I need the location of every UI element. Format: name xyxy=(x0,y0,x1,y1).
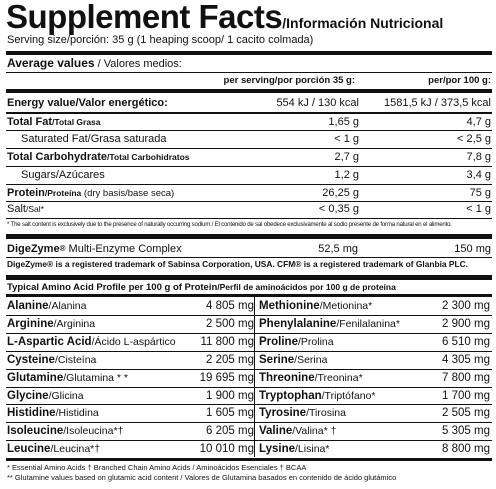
amino-heading-es: /Perfil de aminoácidos por 100 g de proteína xyxy=(217,282,396,292)
col-header-100g: per/por 100 g: xyxy=(428,75,491,86)
divider-thick xyxy=(6,458,492,461)
nutrient-value-serving: 1,65 g xyxy=(328,116,359,128)
title-subtitle: /Información Nutricional xyxy=(282,15,444,31)
nutrient-value-100g: 3,4 g xyxy=(466,169,491,181)
amino-value-left: 2 500 mg xyxy=(206,317,254,330)
page-title xyxy=(6,0,443,34)
column-headers xyxy=(7,73,491,89)
amino-value-right: 1 700 mg xyxy=(442,389,490,402)
amino-name-left: L-Aspartic Acid/Ácido L-aspártico xyxy=(7,335,176,348)
amino-value-left: 6 205 mg xyxy=(206,425,254,438)
digezyme-value-serving: 52,5 mg xyxy=(318,243,358,255)
nutrient-label-es: /Sal* xyxy=(25,204,44,214)
amino-name-right: Tyrosine/Tirosina xyxy=(259,407,346,420)
amino-name-left: Leucine/Leucina*† xyxy=(7,443,101,456)
nutrient-label: Salt xyxy=(7,203,26,215)
average-title: Average values xyxy=(7,56,95,70)
divider-thick xyxy=(6,89,492,93)
amino-row xyxy=(6,351,492,369)
digezyme-desc: Multi-Enzyme Complex xyxy=(65,243,182,255)
amino-name-right: Valine/Valina* † xyxy=(259,425,337,438)
amino-value-right: 8 800 mg xyxy=(442,443,490,456)
nutrient-value-100g: 7,8 g xyxy=(466,151,491,163)
digezyme-reg: ® xyxy=(59,244,66,253)
amino-row xyxy=(6,333,492,351)
nutrient-label: Protein xyxy=(7,187,45,199)
nutrient-value-100g: < 1 g xyxy=(466,203,491,215)
amino-name-right: Tryptophan/Triptófano* xyxy=(259,389,376,402)
amino-name-left: Isoleucine/Isoleucina*† xyxy=(7,425,124,438)
divider-thick xyxy=(6,51,492,55)
amino-name-right: Phenylalanine/Fenilalanina* xyxy=(259,317,400,330)
amino-value-left: 1 900 mg xyxy=(206,389,254,402)
nutrient-label: Energy value/Valor energético: xyxy=(7,97,168,109)
amino-name-right: Threonine/Treonina* xyxy=(259,371,363,384)
amino-row xyxy=(6,387,492,405)
nutrient-row-carbs xyxy=(7,148,491,166)
amino-value-right: 5 305 mg xyxy=(442,425,490,438)
divider xyxy=(6,257,492,258)
amino-value-left: 11 800 mg xyxy=(200,335,254,348)
nutrient-label-es: /Proteína xyxy=(44,188,82,198)
nutrient-row-energy xyxy=(7,94,491,112)
nutrient-value-serving: < 0,35 g xyxy=(318,203,359,215)
serving-size: Serving size/porción: 35 g (1 heaping scoop/ 1 cacito colmada) xyxy=(7,34,314,46)
amino-value-right: 2 300 mg xyxy=(442,300,490,312)
average-values-heading xyxy=(7,56,182,70)
amino-value-right: 6 510 mg xyxy=(442,335,490,348)
nutrient-row-salt xyxy=(7,200,491,218)
amino-name-left: Alanine/Alanina xyxy=(7,300,87,312)
nutrient-label-es: /Total Grasa xyxy=(52,117,101,127)
amino-value-right: 7 800 mg xyxy=(442,371,490,384)
footnote-essential: * Essential Amino Acids † Branched Chain Amino Acids / Aminoácidos Esenciales † BCAA xyxy=(7,463,307,472)
nutrient-value-serving: 554 kJ / 130 kcal xyxy=(276,97,359,109)
amino-value-right: 2 505 mg xyxy=(442,407,490,420)
amino-value-left: 10 010 mg xyxy=(199,443,254,456)
amino-name-left: Glutamine/Glutamina * * xyxy=(7,371,129,384)
amino-row xyxy=(6,297,492,315)
digezyme-row xyxy=(7,240,491,258)
nutrient-row-sugars xyxy=(7,166,491,184)
amino-value-right: 4 305 mg xyxy=(442,353,490,366)
divider-thick xyxy=(6,275,492,280)
digezyme-name: DigeZyme xyxy=(7,243,60,255)
nutrient-label: Total Fat xyxy=(7,116,53,128)
nutrient-value-serving: 26,25 g xyxy=(322,187,359,199)
average-title-es: / Valores medios: xyxy=(94,58,182,70)
amino-name-left: Glycine/Glicina xyxy=(7,389,84,402)
amino-value-right: 2 900 mg xyxy=(442,317,490,330)
nutrient-value-100g: 1581,5 kJ / 373,5 kcal xyxy=(383,97,491,109)
amino-row xyxy=(6,369,492,387)
salt-note: * The salt content is exclusively due to the presence of naturally occurring sodium / El contenido de sal obedece exclusivamente al sodio presente de forma natural en el alimento. xyxy=(7,221,452,228)
amino-name-left: Cysteine/Cisteína xyxy=(7,353,97,366)
title-main: Supplement Facts xyxy=(6,0,283,35)
nutrient-label: Sugars/Azúcares xyxy=(21,169,105,181)
amino-row xyxy=(6,404,492,422)
nutrient-label-es: /Total Carbohidratos xyxy=(107,152,190,162)
amino-row xyxy=(6,440,492,458)
amino-name-right: Methionine/Metionina* xyxy=(259,300,373,312)
amino-row xyxy=(6,422,492,440)
amino-name-left: Histidine/Histidina xyxy=(7,407,99,420)
amino-heading-en: Typical Amino Acid Profile per 100 g of Protein xyxy=(7,282,218,293)
amino-row xyxy=(6,315,492,333)
amino-value-left: 1 605 mg xyxy=(206,407,254,420)
nutrient-label: Total Carbohydrate xyxy=(7,151,108,163)
nutrient-value-100g: 75 g xyxy=(469,187,491,199)
amino-name-right: Serine/Serina xyxy=(259,353,328,366)
nutrient-value-100g: 4,7 g xyxy=(466,116,491,128)
amino-name-right: Proline/Prolina xyxy=(259,335,334,348)
col-header-serving: per serving/por porción 35 g: xyxy=(223,75,355,86)
nutrient-row-saturated xyxy=(7,130,491,148)
footnote-glutamine: ** Glutamine values based on glutamic acid content / Valores de Glutamina basados en contenido de ácido glutámico xyxy=(7,473,397,482)
divider xyxy=(6,218,492,219)
digezyme-value-100g: 150 mg xyxy=(454,243,491,255)
amino-value-left: 4 805 mg xyxy=(206,300,254,312)
nutrient-row-fat xyxy=(7,113,491,131)
divider-thick xyxy=(6,234,492,239)
nutrient-value-100g: < 2,5 g xyxy=(457,133,491,145)
trademark-note: DigeZyme® is a registered trademark of Sabinsa Corporation, USA. CFM® is a registered trademark of Glanbia PLC. xyxy=(7,259,468,269)
nutrient-value-serving: 1,2 g xyxy=(334,169,359,181)
amino-value-left: 19 695 mg xyxy=(199,371,254,384)
nutrient-label-extra: (dry basis/base seca) xyxy=(81,188,175,199)
amino-name-left: Arginine/Arginina xyxy=(7,317,96,330)
nutrient-value-serving: < 1 g xyxy=(334,133,359,145)
amino-heading xyxy=(7,282,396,293)
nutrient-value-serving: 2,7 g xyxy=(334,151,359,163)
nutrient-label: Saturated Fat/Grasa saturada xyxy=(21,133,167,145)
amino-value-left: 2 205 mg xyxy=(206,353,254,366)
amino-name-right: Lysine/Lisina* xyxy=(259,443,330,456)
